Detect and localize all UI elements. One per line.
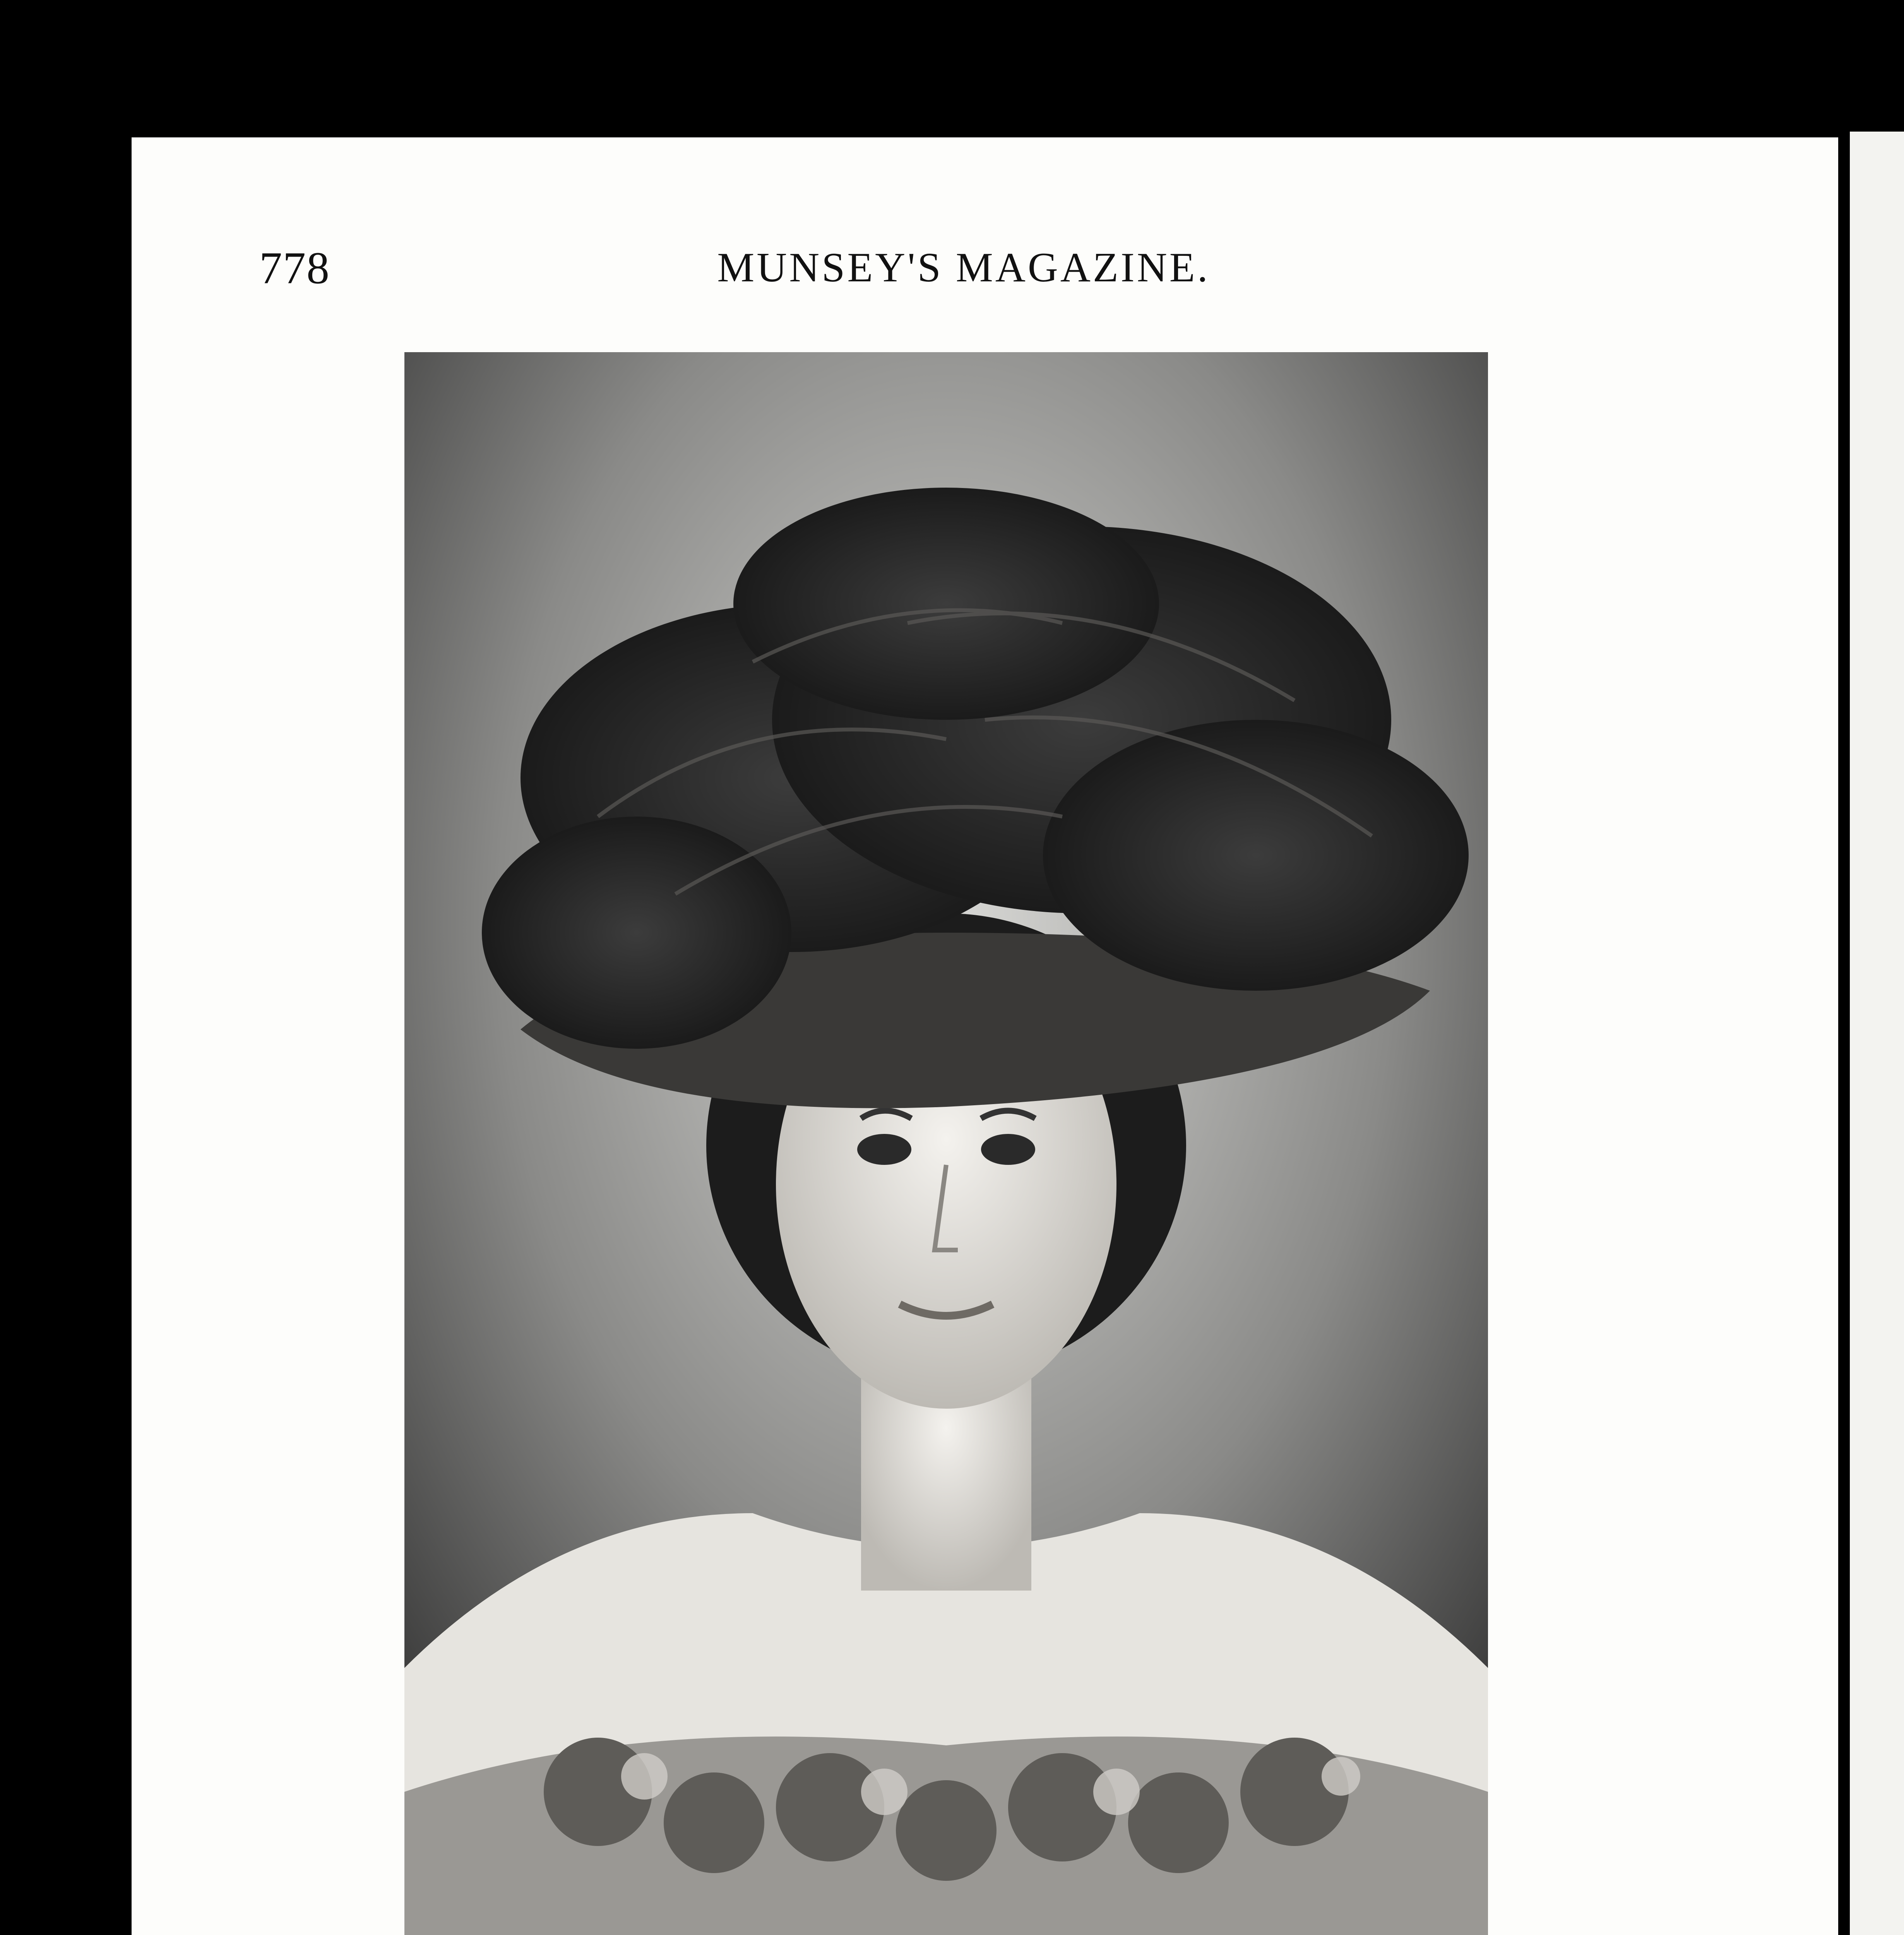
portrait-illustration bbox=[404, 352, 1488, 1935]
page-number: 778 bbox=[259, 243, 330, 293]
running-head: MUNSEY'S MAGAZINE. bbox=[717, 245, 1210, 291]
magazine-page bbox=[132, 137, 1838, 1935]
adjacent-page-edge bbox=[1850, 132, 1904, 1935]
portrait-photo bbox=[404, 352, 1488, 1935]
